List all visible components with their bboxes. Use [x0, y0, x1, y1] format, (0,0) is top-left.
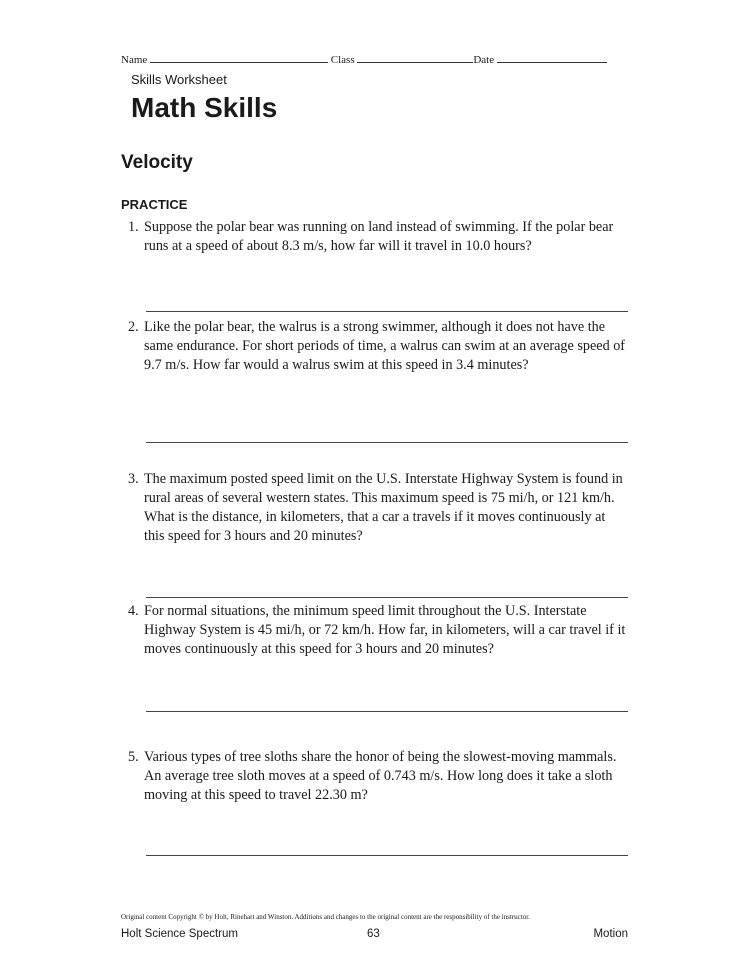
question-number: 2.: [128, 319, 139, 335]
question-number: 5.: [128, 749, 139, 765]
class-label: Class: [330, 54, 355, 66]
answer-line-1[interactable]: [146, 311, 628, 312]
page-title: Math Skills: [131, 92, 278, 123]
question-4: [128, 602, 628, 659]
copyright-notice: Original content Copyright © by Holt, Rinehart and Winston. Additions and changes to the original content are the responsibility of the instructor.: [121, 913, 530, 921]
worksheet-kind: Skills Worksheet: [131, 72, 227, 87]
section-title: Velocity: [121, 152, 193, 173]
class-blank: [357, 52, 473, 63]
answer-line-5[interactable]: [146, 855, 628, 856]
question-text: The maximum posted speed limit on the U.S. Interstate Highway System is found in rural areas of several western states. This maximum speed is 75 mi/h, or 121 km/h. What is the distance, in kilometers, that a car a travels if it moves continuously at this speed for 3 hours and 20 minutes?: [144, 471, 623, 544]
answer-line-2[interactable]: [146, 442, 628, 443]
question-text: Like the polar bear, the walrus is a strong swimmer, although it does not have the same endurance. For short periods of time, a walrus can swim at an average speed of 9.7 m/s. How far would a walrus swim at this speed in 3.4 minutes?: [144, 319, 626, 373]
practice-label: PRACTICE: [121, 197, 188, 212]
page-number: 63: [367, 928, 380, 940]
name-blank: [150, 52, 328, 63]
chapter-name: Motion: [593, 928, 628, 940]
question-5: [128, 748, 628, 805]
question-2: [128, 318, 628, 375]
question-number: 4.: [128, 603, 139, 619]
question-text: Various types of tree sloths share the honor of being the slowest-moving mammals. An average tree sloth moves at a speed of 0.743 m/s. How long does it take a sloth moving at this speed to travel 22.30 m?: [144, 749, 617, 803]
question-1: [128, 218, 628, 256]
question-text: For normal situations, the minimum speed limit throughout the U.S. Interstate Highway System is 45 mi/h, or 72 km/h. How far, in kilometers, will a car travel if it moves continuously at this speed for 3 hours and 20 minutes?: [144, 603, 626, 657]
question-number: 1.: [128, 219, 139, 235]
date-blank: [497, 52, 607, 63]
publisher-name: Holt Science Spectrum: [121, 928, 238, 940]
question-text: Suppose the polar bear was running on land instead of swimming. If the polar bear runs at a speed of about 8.3 m/s, how far will it travel in 10.0 hours?: [144, 219, 614, 254]
question-3: [128, 470, 628, 546]
student-info-header: [121, 52, 631, 66]
name-label: Name: [121, 54, 148, 66]
answer-line-4[interactable]: [146, 711, 628, 712]
question-number: 3.: [128, 471, 139, 487]
answer-line-3[interactable]: [146, 597, 628, 598]
date-label: Date: [473, 54, 495, 66]
